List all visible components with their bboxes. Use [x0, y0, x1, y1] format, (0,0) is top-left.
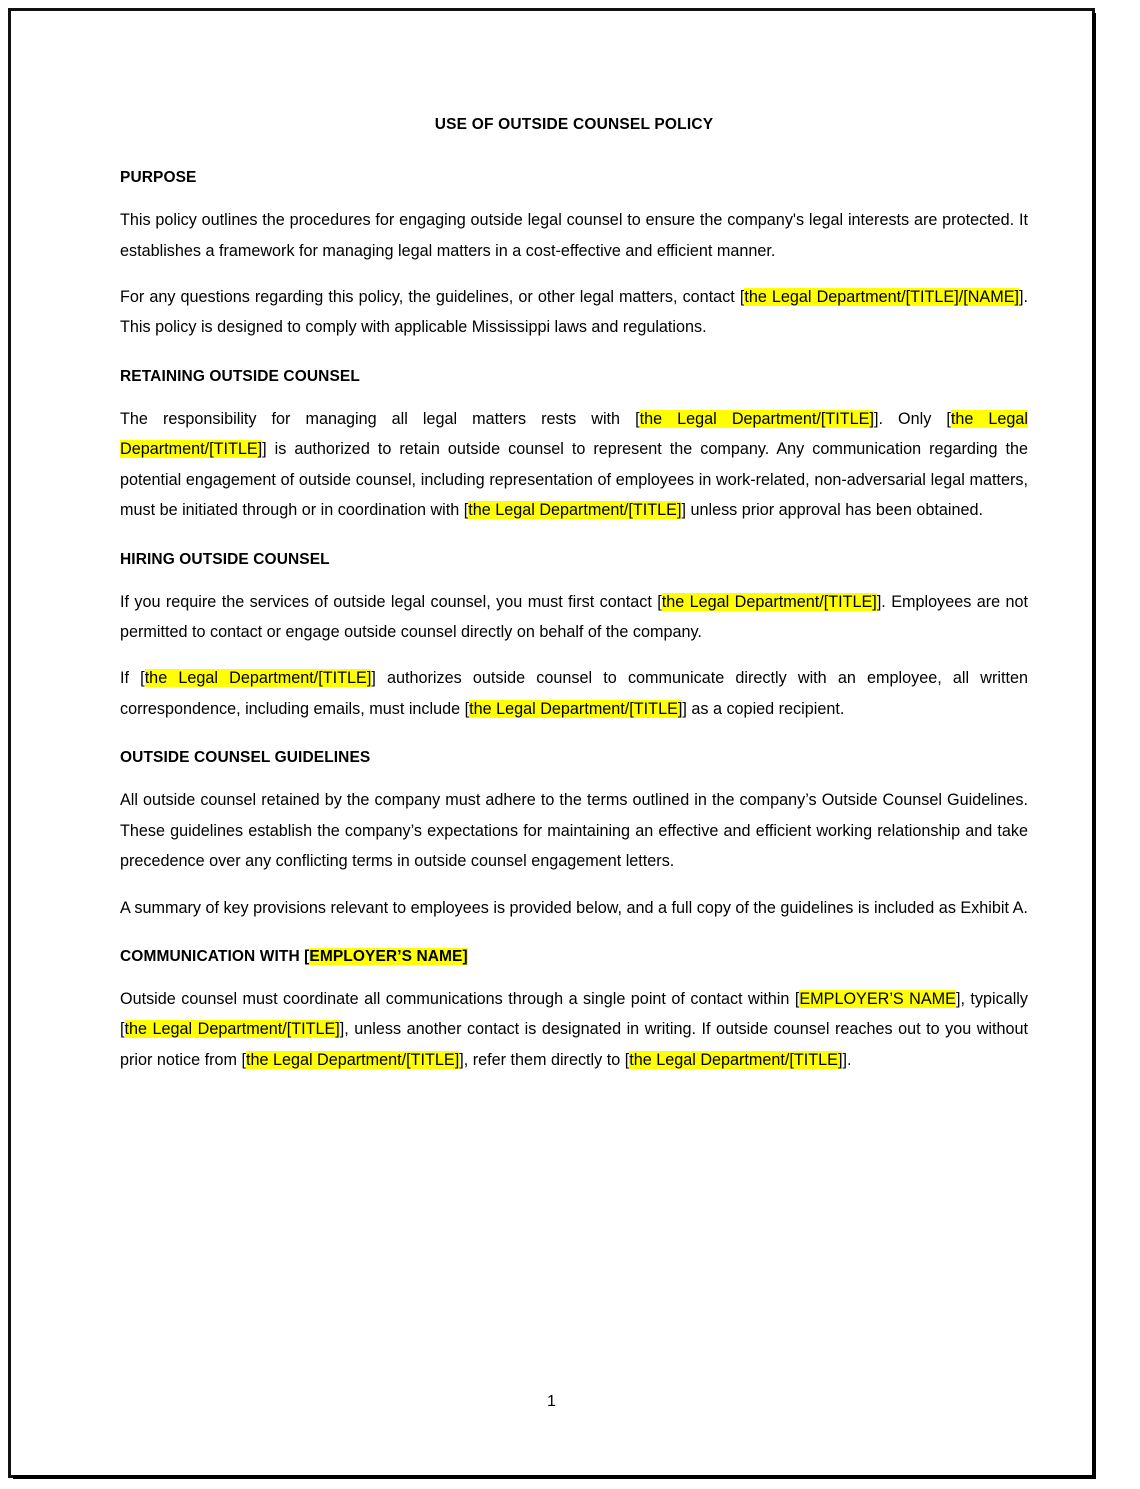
highlighted-placeholder: the Legal Department/[TITLE]	[468, 501, 682, 520]
highlighted-placeholder: the Legal Department/[TITLE]	[124, 1020, 340, 1039]
page-sheet	[11, 11, 1092, 1475]
highlighted-placeholder: the Legal Department/[TITLE]	[245, 1050, 460, 1069]
page-title: USE OF OUTSIDE COUNSEL POLICY	[434, 116, 714, 133]
section-heading: RETAINING OUTSIDE COUNSEL	[120, 367, 360, 385]
section-heading: COMMUNICATION WITH [EMPLOYER’S NAME]	[120, 948, 468, 966]
page-frame	[8, 8, 1095, 1478]
paragraph: This policy outlines the procedures for engaging outside legal counsel to ensure the company's legal interests are protected. It establishes a framework for managing legal matters in a cost-effective and efficient manner.	[120, 211, 1028, 260]
paragraph: All outside counsel retained by the company must adhere to the terms outlined in the company’s Outside Counsel Guidelines. These guidelines establish the company’s expectations for maintaining an effective and efficient working relationship and take precedence over any conflicting terms in outside counsel engagement letters.	[120, 791, 1028, 871]
paragraph: Outside counsel must coordinate all communications through a single point of contact within [EMPLOYER’S NAME], typically [the Legal Department/[TITLE]], unless another contact is designated in writing. If outside counsel reaches out to you without prior notice from [the Legal Department/[TITLE]], refer them directly to [the Legal Department/[TITLE]].	[120, 990, 1028, 1069]
paragraph: The responsibility for managing all legal matters rests with [the Legal Department/[TITLE]]. Only [the Legal Department/[TITLE]] is authorized to retain outside counsel to represent the company. Any communication regarding the potential engagement of outside counsel, including representation of employees in work-related, non-adversarial legal matters, must be initiated through or in coordination with [the Legal Department/[TITLE]] unless prior approval has been obtained.	[120, 409, 1029, 520]
paragraph: A summary of key provisions relevant to employees is provided below, and a full copy of the guidelines is included as Exhibit A.	[120, 898, 1028, 917]
sections-container	[120, 168, 1028, 1075]
section-heading: HIRING OUTSIDE COUNSEL	[120, 550, 330, 568]
highlighted-placeholder: the Legal Department/[TITLE]	[661, 592, 877, 611]
highlighted-placeholder: the Legal Department/[TITLE]	[629, 1050, 843, 1069]
document-body	[120, 115, 1028, 1099]
highlighted-placeholder: the Legal Department/[TITLE]	[144, 669, 372, 688]
section-heading: OUTSIDE COUNSEL GUIDELINES	[120, 749, 371, 767]
highlighted-placeholder: the Legal Department/[TITLE]/[NAME]	[744, 287, 1019, 306]
page-number: 1	[547, 1393, 556, 1410]
section-heading: PURPOSE	[120, 169, 197, 187]
highlighted-placeholder: the Legal Department/[TITLE]	[469, 699, 683, 718]
highlighted-placeholder: EMPLOYER’S NAME]	[309, 948, 468, 966]
highlighted-placeholder: the Legal Department/[TITLE]	[639, 409, 874, 428]
paragraph: If you require the services of outside legal counsel, you must first contact [the Legal Department/[TITLE]]. Employees are not permitted to contact or engage outside counsel directly on behalf of the company.	[120, 592, 1028, 641]
paragraph: If [the Legal Department/[TITLE]] authorizes outside counsel to communicate directly with an employee, all written correspondence, including emails, must include [the Legal Department/[TITLE]] as a copied recipient.	[120, 669, 1028, 718]
highlighted-placeholder: the Legal Department/[TITLE]	[120, 409, 1029, 459]
highlighted-placeholder: EMPLOYER’S NAME	[799, 990, 956, 1008]
paragraph: For any questions regarding this policy, the guidelines, or other legal matters, contact [the Legal Department/[TITLE]/[NAME]]. This policy is designed to comply with applicable Mississippi laws and regulations.	[120, 287, 1028, 337]
